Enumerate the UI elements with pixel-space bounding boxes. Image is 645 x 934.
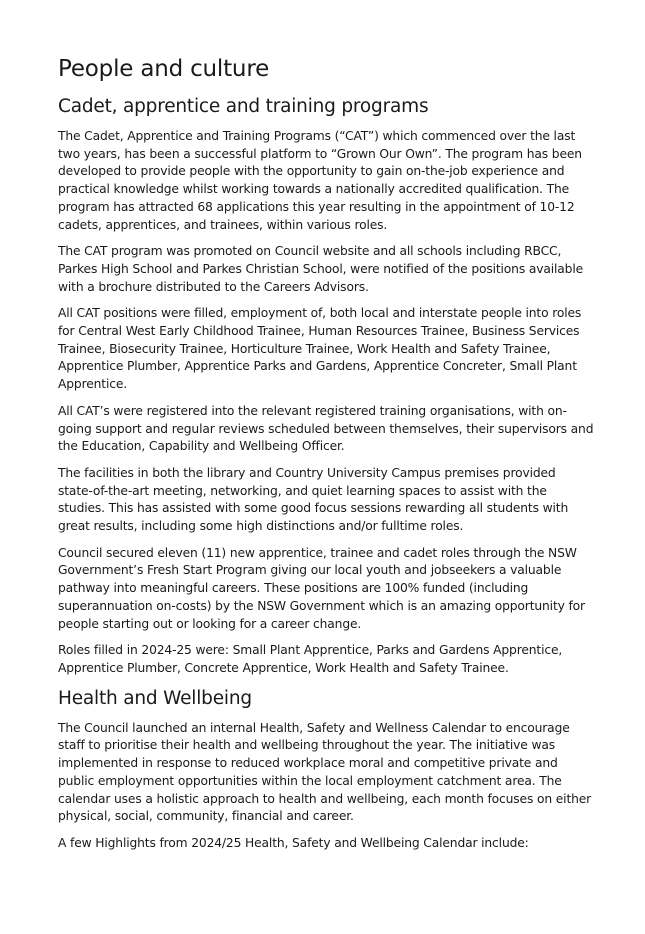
- section-heading-cat-programs: Cadet, apprentice and training programs: [58, 96, 429, 117]
- paragraph: Roles filled in 2024-25 were: Small Plant Apprentice, Parks and Gardens Apprentice, Apprentice Plumber, Concrete Apprentice, Work Health and Safety Trainee.: [58, 643, 563, 675]
- document-page: [58, 54, 594, 862]
- paragraph: Council secured eleven (11) new apprentice, trainee and cadet roles through the NSW Government’s Fresh Start Program giving our local youth and jobseekers a valuable pathway into meaningful careers. These positions are 100% funded (including superannuation on-costs) by the NSW Government which is an amazing opportunity for people starting out or looking for a career change.: [58, 545, 585, 631]
- paragraph: The Council launched an internal Health, Safety and Wellness Calendar to encourage staff to prioritise their health and wellbeing throughout the year. The initiative was implemented in response to reduced workplace moral and competitive private and public employment opportunities within the local employment catchment area. The calendar uses a holistic approach to health and wellbeing, each month focuses on either physical, social, community, financial and career.: [58, 720, 592, 824]
- paragraph: A few Highlights from 2024/25 Health, Safety and Wellbeing Calendar include:: [58, 835, 529, 850]
- paragraph: The CAT program was promoted on Council website and all schools including RBCC, Parkes High School and Parkes Christian School, were notified of the positions available with a brochure distributed to the Careers Advisors.: [58, 244, 583, 294]
- section-heading-health-wellbeing: Health and Wellbeing: [58, 687, 252, 709]
- paragraph: All CAT’s were registered into the relevant registered training organisations, with on-going support and regular reviews scheduled between themselves, their supervisors and the Education, Capability and Wellbeing Officer.: [58, 403, 594, 454]
- paragraph: The facilities in both the library and Country University Campus premises provided state-of-the-art meeting, networking, and quiet learning spaces to assist with the studies. This has assisted with some good focus sessions rewarding all students with great results, including some high distinctions and/or fulltime roles.: [58, 465, 569, 534]
- paragraph: The Cadet, Apprentice and Training Programs (“CAT”) which commenced over the last two years, has been a successful platform to “Grown Our Own”. The program has been developed to provide people with the opportunity to gain on-the-job experience and practical knowledge whilst working towards a nationally accredited qualification. The program has attracted 68 applications this year resulting in the appointment of 10-12 cadets, apprentices, and trainees, within various roles.: [58, 129, 582, 232]
- page-title: People and culture: [58, 56, 270, 82]
- paragraph: All CAT positions were filled, employment of, both local and interstate people into roles for Central West Early Childhood Trainee, Human Resources Trainee, Business Services Trainee, Biosecurity Trainee, Horticulture Trainee, Work Health and Safety Trainee, Apprentice Plumber, Apprentice Parks and Gardens, Apprentice Concreter, Small Plant Apprentice.: [58, 306, 582, 392]
